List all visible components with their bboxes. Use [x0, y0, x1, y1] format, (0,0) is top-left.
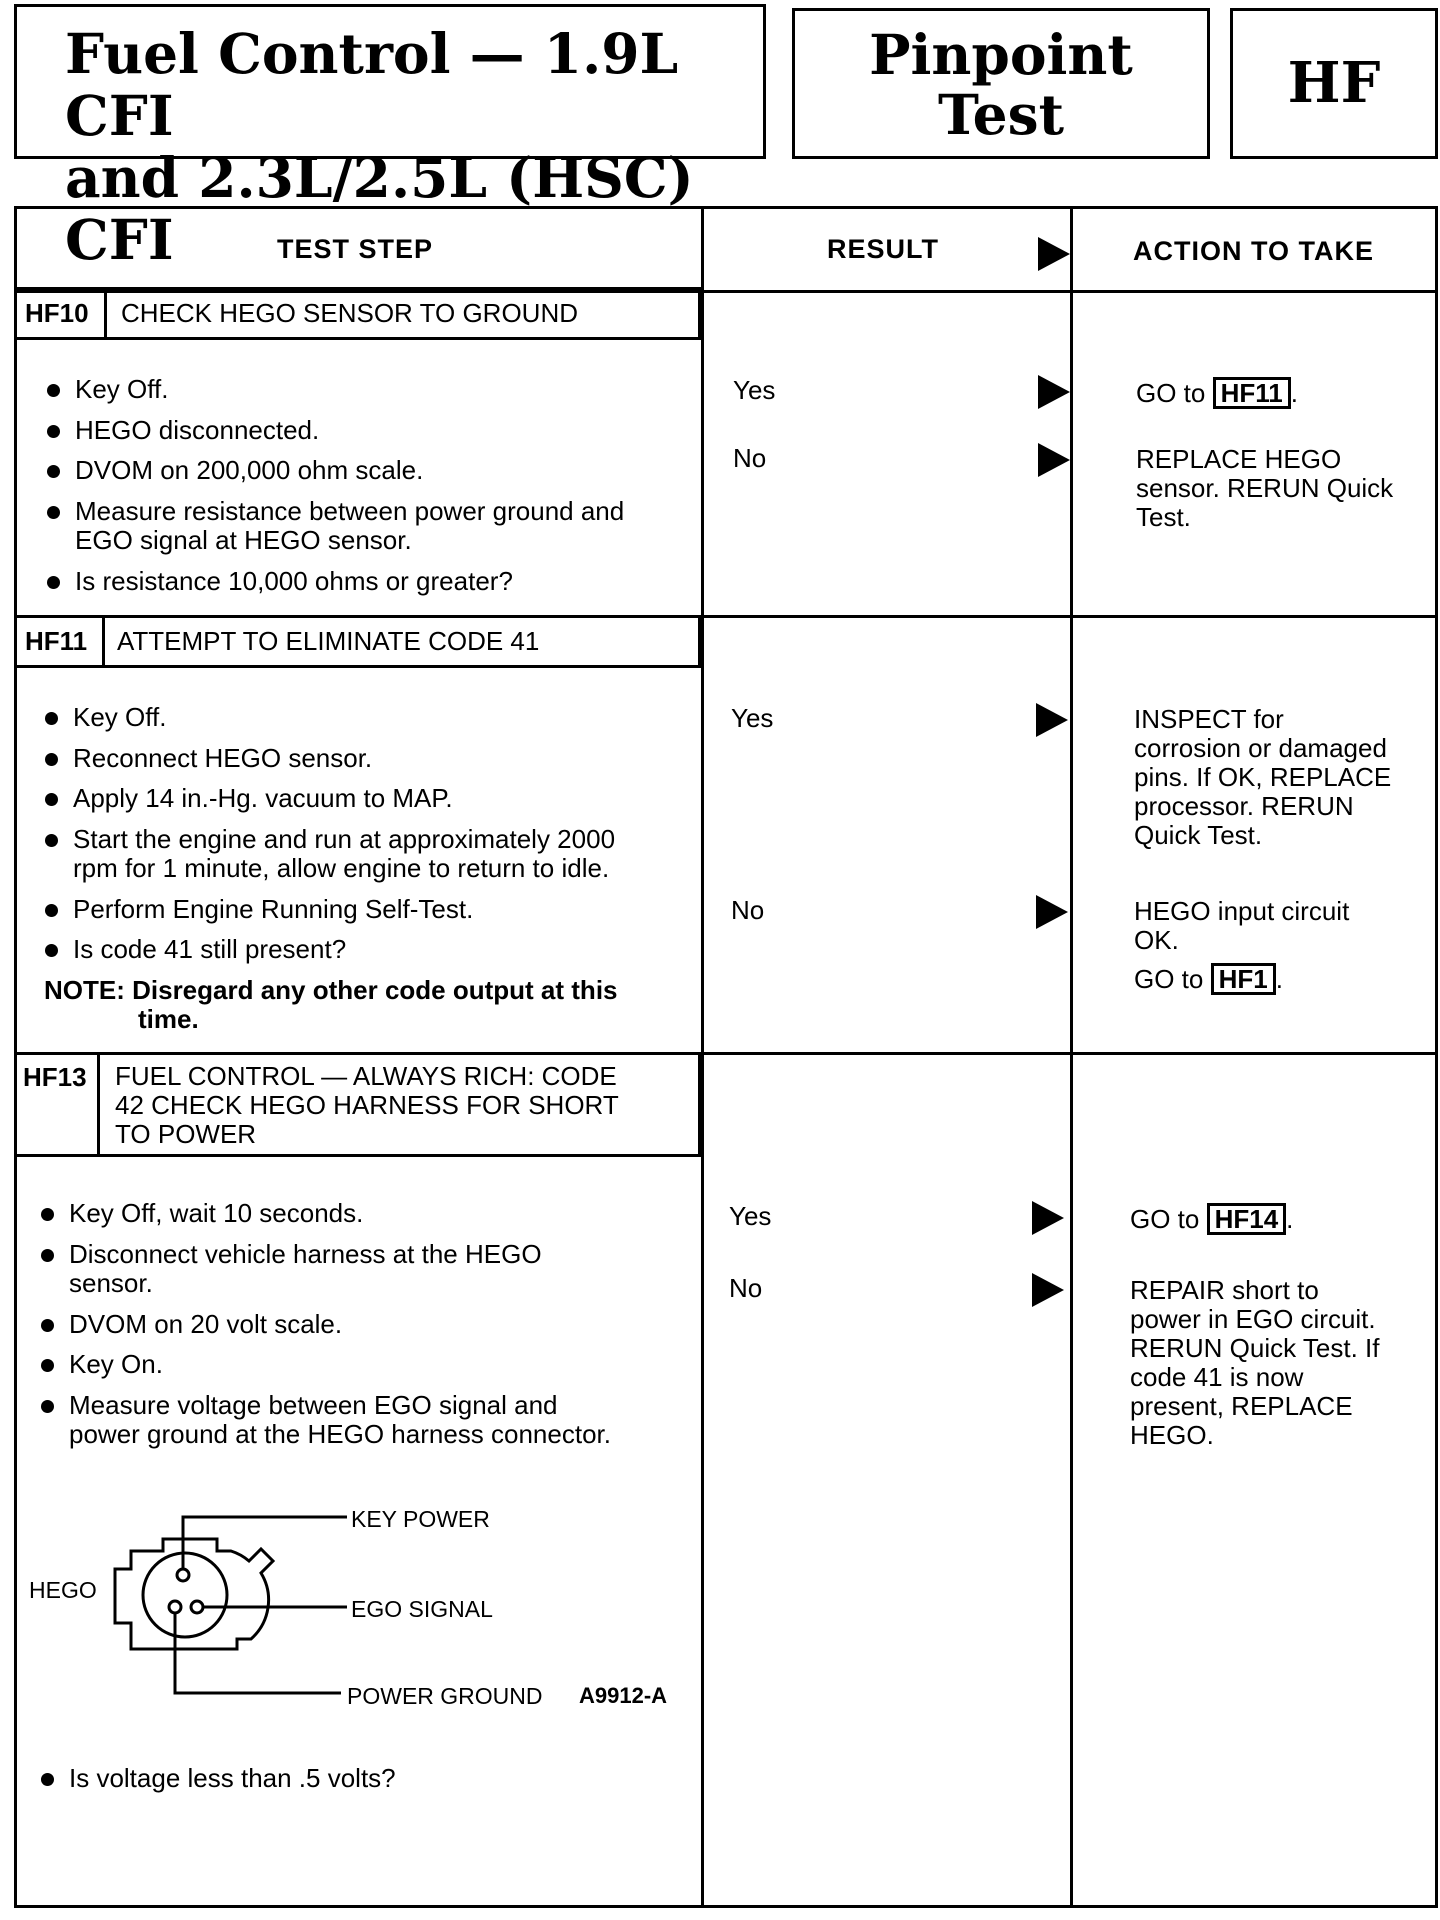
step-id: HF11 [25, 626, 88, 656]
pinpoint-test-label [792, 8, 1210, 159]
step-id: HF13 [23, 1062, 87, 1092]
action-yes: GO to HF11 . [1136, 378, 1298, 408]
list-item: Key Off. [73, 703, 166, 732]
wire-power-ground [175, 1613, 341, 1693]
list-item: Measure voltage between EGO signal and power ground at the HEGO harness connector. [69, 1391, 611, 1449]
result-no: No [733, 443, 767, 473]
column-divider [701, 209, 704, 1905]
step-title: FUEL CONTROL — ALWAYS RICH: CODE 42 CHECK HEGO HARNESS FOR SHORT TO POWER [115, 1061, 619, 1149]
list-item: Measure resistance between power ground and EGO signal at HEGO sensor. [75, 497, 624, 555]
result-yes: Yes [733, 375, 776, 405]
figure-id: A9912-A [579, 1683, 668, 1708]
title-line-2: and 2.3L/2.5L (HSC) CFI [65, 145, 694, 272]
result-yes: Yes [729, 1201, 772, 1231]
list-item: HEGO disconnected. [75, 416, 319, 445]
result-no: No [729, 1273, 763, 1303]
pinpoint-line-1: Pinpoint [869, 22, 1133, 87]
arrow-icon [1038, 237, 1070, 271]
pinpoint-table [14, 206, 1438, 1908]
step-id: HF10 [25, 298, 89, 328]
result-yes: Yes [731, 703, 774, 733]
step-title: ATTEMPT TO ELIMINATE CODE 41 [117, 626, 540, 656]
step-id-divider [97, 1055, 100, 1154]
arrow-icon [1036, 895, 1068, 929]
test-code-label: HF [1230, 8, 1438, 159]
step-id-divider [104, 290, 107, 337]
pin-ego-signal [191, 1601, 203, 1613]
action-no: REPAIR short to power in EGO circuit. RERUN Quick Test. If code 41 is now present, REPLACE HEGO. [1130, 1275, 1380, 1450]
arrow-icon [1032, 1201, 1064, 1235]
pin-key-power [177, 1569, 189, 1581]
step-ref-link[interactable]: HF11 [1213, 377, 1291, 409]
list-item: Apply 14 in.-Hg. vacuum to MAP. [73, 784, 453, 813]
step-ref-link[interactable]: HF1 [1211, 963, 1276, 995]
arrow-icon [1032, 1273, 1064, 1307]
arrow-icon [1038, 375, 1070, 409]
pinpoint-line-2: Test [938, 82, 1064, 147]
column-divider [1070, 209, 1073, 1905]
list-item: Perform Engine Running Self-Test. [73, 895, 473, 924]
list-item: Is voltage less than .5 volts? [69, 1764, 396, 1793]
list-item: Is resistance 10,000 ohms or greater? [75, 567, 513, 596]
connector-ring [143, 1553, 227, 1637]
pin-power-ground [169, 1601, 181, 1613]
list-item: Reconnect HEGO sensor. [73, 744, 372, 773]
label-hego: HEGO [29, 1577, 97, 1603]
col-result: RESULT [827, 234, 939, 264]
note: NOTE: Disregard any other code output at this time. [44, 975, 618, 1034]
title-line-1: Fuel Control — 1.9L CFI [65, 21, 679, 148]
col-test-step: TEST STEP [277, 234, 434, 264]
action-no: REPLACE HEGO sensor. RERUN Quick Test. [1136, 444, 1394, 532]
list-item: Key Off, wait 10 seconds. [69, 1199, 363, 1228]
arrow-icon [1036, 703, 1068, 737]
step-ref-link[interactable]: HF14 [1207, 1203, 1287, 1235]
list-item: Key On. [69, 1350, 163, 1379]
result-no: No [731, 895, 765, 925]
list-item: DVOM on 20 volt scale. [69, 1310, 342, 1339]
action-yes: INSPECT for corrosion or damaged pins. If OK, REPLACE processor. RERUN Quick Test. [1134, 704, 1392, 850]
list-item: Is code 41 still present? [73, 935, 346, 964]
list-item: Key Off. [75, 375, 168, 404]
action-no: HEGO input circuit OK. GO to HF1 . [1134, 896, 1350, 994]
step-id-divider [102, 618, 105, 665]
label-key-power: KEY POWER [351, 1506, 490, 1532]
label-ego-signal: EGO SIGNAL [351, 1596, 493, 1622]
arrow-icon [1038, 443, 1070, 477]
col-action: ACTION TO TAKE [1133, 236, 1374, 266]
list-item: Disconnect vehicle harness at the HEGO sensor. [69, 1240, 542, 1298]
list-item: DVOM on 200,000 ohm scale. [75, 456, 423, 485]
step-title: CHECK HEGO SENSOR TO GROUND [121, 298, 578, 328]
list-item: Start the engine and run at approximately 2000 rpm for 1 minute, allow engine to return to idle. [73, 825, 615, 883]
label-power-ground: POWER GROUND [347, 1683, 543, 1709]
action-yes: GO to HF14 . [1130, 1204, 1294, 1234]
